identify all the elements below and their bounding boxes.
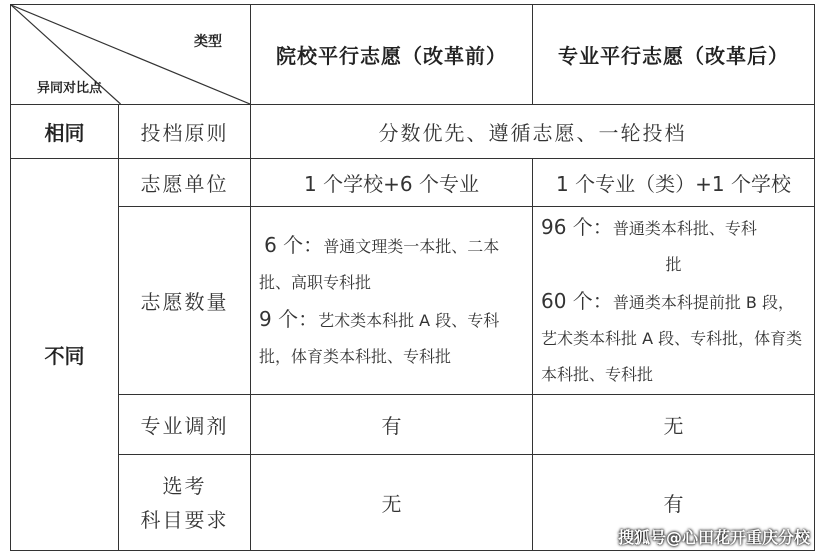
- same-row: [11, 105, 815, 159]
- count-before: [251, 207, 533, 395]
- adjust-before: 有: [251, 395, 533, 455]
- unit-after: 1 个专业（类）+1 个学校: [533, 159, 815, 207]
- column-header-after: 专业平行志愿（改革后）: [533, 5, 815, 105]
- unit-label: 志愿单位: [119, 159, 251, 207]
- watermark: 搜狐号@心田花开重庆分校: [617, 528, 810, 547]
- filing-principle-value: 分数优先、遵循志愿、一轮投档: [251, 105, 815, 159]
- count-before-item-2: 9 个：艺术类本科批 A 段、专科批，体育类本科批、专科批: [259, 306, 500, 366]
- comparison-table: [10, 4, 815, 551]
- unit-before: 1 个学校+6 个专业: [251, 159, 533, 207]
- count-before-item-1: 6 个：普通文理类一本批、二本批、高职专科批: [259, 232, 500, 292]
- header-row: [11, 5, 815, 105]
- diff-label: 不同: [11, 159, 119, 551]
- count-label: 志愿数量: [119, 207, 251, 395]
- compare-points-label: 异同对比点: [37, 81, 103, 96]
- count-after: [533, 207, 815, 395]
- subject-label: 选考 科目要求: [119, 455, 251, 551]
- diagonal-header-cell: [11, 5, 251, 105]
- count-row: [11, 207, 815, 395]
- count-after-item-2: 60 个：普通类本科提前批 B 段，艺术类本科批 A 段、专科批，体育类本科批、专科批: [541, 288, 803, 384]
- type-label: 类型: [194, 34, 222, 50]
- subject-before: 无: [251, 455, 533, 551]
- same-label: 相同: [11, 105, 119, 159]
- adjust-label: 专业调剂: [119, 395, 251, 455]
- count-after-item-1: 96 个：普通类本科批、专科 批: [541, 214, 757, 274]
- adjust-after: 无: [533, 395, 815, 455]
- column-header-before: 院校平行志愿（改革前）: [251, 5, 533, 105]
- subject-after: 有: [533, 455, 815, 551]
- unit-row: [11, 159, 815, 207]
- filing-principle-label: 投档原则: [119, 105, 251, 159]
- adjust-row: [11, 395, 815, 455]
